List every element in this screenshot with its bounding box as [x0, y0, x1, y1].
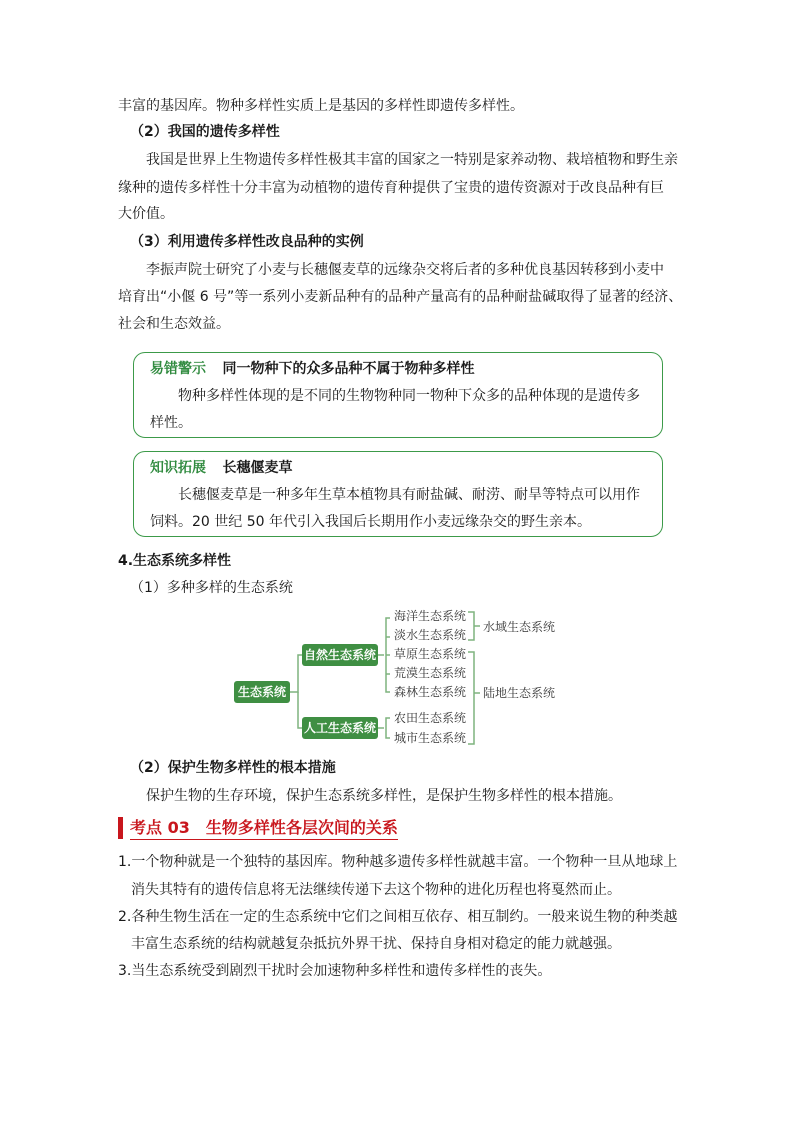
paragraph-text: 保护生物的生存环境，保护生态系统多样性，是保护生物多样性的根本措施。	[146, 788, 622, 804]
section-title: 4.生态系统多样性	[118, 553, 232, 569]
subheading-china-genetic-diversity: （2）我国的遗传多样性	[130, 124, 280, 140]
subheading-ecosystems: （1）多种多样的生态系统	[130, 580, 293, 596]
box-text: 饲料。20 世纪 50 年代引入我国后长期用作小麦远缘杂交的野生亲本。	[150, 514, 591, 530]
subheading-breeding-example: （3）利用遗传多样性改良品种的实例	[130, 234, 364, 250]
heading-marker	[118, 817, 123, 839]
list-item: 1.一个物种就是一个独特的基因库。物种越多遗传多样性就越丰富。一个物种一旦从地球上	[118, 854, 678, 870]
list-item: 消失其特有的遗传信息将无法继续传递下去这个物种的进化历程也将戛然而止。	[131, 882, 621, 898]
paragraph-text: 李振声院士研究了小麦与长穗偃麦草的远缘杂交将后者的多种优良基因转移到小麦中	[146, 262, 664, 278]
box-tag: 易错警示	[150, 361, 206, 377]
diagram-land-group: 陆地生态系统	[483, 686, 556, 700]
diagram-freshwater: 淡水生态系统	[394, 628, 467, 642]
error-warning-box	[133, 352, 663, 438]
diagram-forest: 森林生态系统	[394, 685, 467, 699]
diagram-root-box: 生态系统	[234, 681, 290, 703]
list-item: 3.当生态系统受到剧烈干扰时会加速物种多样性和遗传多样性的丧失。	[118, 963, 552, 979]
paragraph-text: 大价值。	[118, 206, 174, 222]
diagram-artificial-box: 人工生态系统	[302, 717, 378, 739]
list-item: 2.各种生物生活在一定的生态系统中它们之间相互依存、相互制约。一般来说生物的种类越	[118, 909, 678, 925]
ecosystem-classification-diagram	[228, 600, 578, 750]
list-item: 丰富生态系统的结构就越复杂抵抗外界干扰、保持自身相对稳定的能力就越强。	[131, 936, 621, 952]
topic-heading: 考点 03 生物多样性各层次间的关系	[130, 817, 398, 840]
diagram-natural-box: 自然生态系统	[302, 644, 378, 666]
box-title: 长穗偃麦草	[222, 460, 293, 476]
subheading-protection: （2）保护生物多样性的根本措施	[130, 760, 336, 776]
diagram-water-group: 水域生态系统	[483, 620, 556, 634]
box-title: 同一物种下的众多品种不属于物种多样性	[222, 361, 475, 377]
paragraph-text: 丰富的基因库。物种多样性实质上是基因的多样性即遗传多样性。	[118, 98, 524, 114]
box-text: 样性。	[150, 415, 192, 431]
box-tag: 知识拓展	[150, 460, 206, 476]
paragraph-text: 我国是世界上生物遗传多样性极其丰富的国家之一特别是家养动物、栽培植物和野生亲	[146, 152, 678, 168]
paragraph-text: 培育出“小偃 6 号”等一系列小麦新品种有的品种产量高有的品种耐盐碱取得了显著的经济、	[118, 289, 683, 305]
diagram-grassland: 草原生态系统	[394, 647, 467, 661]
box-text: 长穗偃麦草是一种多年生草本植物具有耐盐碱、耐涝、耐旱等特点可以用作	[178, 487, 640, 503]
paragraph-text: 缘种的遗传多样性十分丰富为动植物的遗传育种提供了宝贵的遗传资源对于改良品种有巨	[118, 180, 664, 196]
box-text: 物种多样性体现的是不同的生物物种同一物种下众多的品种体现的是遗传多	[178, 388, 640, 404]
paragraph-text: 社会和生态效益。	[118, 316, 230, 332]
diagram-farmland: 农田生态系统	[394, 711, 467, 725]
diagram-city: 城市生态系统	[394, 731, 467, 745]
diagram-desert: 荒漠生态系统	[394, 666, 467, 680]
diagram-ocean: 海洋生态系统	[394, 609, 467, 623]
knowledge-extension-box	[133, 451, 663, 537]
